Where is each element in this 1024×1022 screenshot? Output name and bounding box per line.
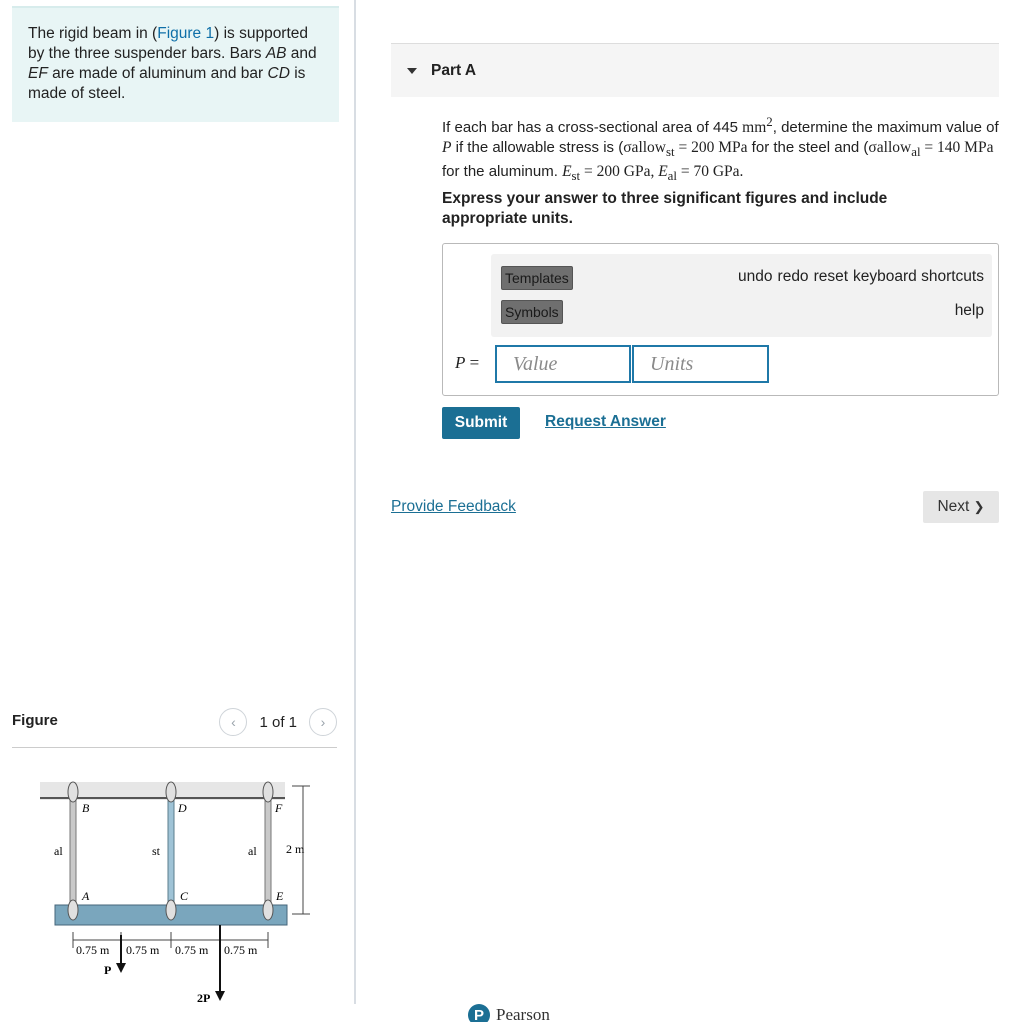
templates-button[interactable]: Templates: [501, 266, 573, 290]
material-al-left: al: [54, 844, 63, 858]
question-text-part: for the aluminum.: [442, 163, 563, 181]
aluminum-allowable: = 140 MPa: [920, 139, 994, 157]
figure-count: 1 of 1: [259, 713, 297, 731]
answer-box: [442, 243, 999, 396]
load-arrowhead-2p: [215, 991, 225, 1001]
answer-instruction: Express your answer to three significant figures and include appropriate units.: [442, 190, 888, 227]
pearson-footer: [468, 1004, 550, 1022]
pin-d: [166, 782, 176, 802]
label-f: F: [275, 801, 283, 815]
area-exponent: 2: [766, 114, 773, 129]
modulus-symbol: E: [658, 163, 668, 181]
label-c: C: [180, 889, 189, 903]
provide-feedback-link[interactable]: Provide Feedback: [391, 498, 516, 515]
question-text-part: If each bar has a cross-sectional area of 445: [442, 119, 743, 137]
symbols-button[interactable]: Symbols: [501, 300, 563, 324]
load-arrowhead-p: [116, 963, 126, 973]
intro-text: The rigid beam in (: [28, 25, 158, 42]
variable-p: P: [442, 139, 452, 157]
value-input[interactable]: Value: [495, 345, 631, 383]
reset-button[interactable]: reset: [813, 268, 849, 285]
part-label: Part A: [431, 61, 477, 79]
pin-c: [166, 900, 176, 920]
sigma-subscript: al: [911, 144, 921, 160]
toolbar-actions: [738, 268, 984, 286]
problem-statement: [12, 6, 339, 122]
pin-a: [68, 900, 78, 920]
steel-modulus: = 200 GPa,: [580, 163, 659, 181]
bar-ef: [265, 800, 271, 905]
main-panel: [358, 0, 1024, 1022]
modulus-subscript: st: [571, 168, 581, 184]
intro-text: ) is supported by the three suspender bars. Bars: [28, 25, 309, 62]
bar-label: EF: [28, 65, 48, 82]
height-label: 2 m: [286, 842, 305, 856]
material-al-right: al: [248, 844, 257, 858]
intro-text: are made of aluminum and bar: [47, 65, 268, 82]
units-input[interactable]: Units: [632, 345, 769, 383]
label-d: D: [178, 801, 187, 815]
bar-ab: [70, 800, 76, 905]
answer-variable: P: [455, 353, 466, 372]
redo-button[interactable]: redo: [777, 268, 809, 285]
chevron-left-icon: ‹: [231, 714, 236, 730]
modulus-symbol: E: [562, 163, 572, 181]
undo-button[interactable]: undo: [738, 268, 773, 285]
modulus-subscript: al: [667, 168, 677, 184]
load-label-2p: 2P: [197, 991, 211, 1005]
beam-figure: [30, 770, 325, 1010]
answer-equals: =: [465, 353, 480, 372]
figure-header: [12, 706, 337, 748]
prev-figure-button[interactable]: [219, 708, 247, 736]
sigma-allow: σallow: [868, 139, 912, 157]
sigma-allow: σallow: [623, 139, 666, 157]
material-st: st: [152, 844, 161, 858]
question-text-part: if the allowable stress is (: [451, 139, 624, 157]
next-figure-button[interactable]: [309, 708, 337, 736]
question-text-part: , determine the maximum value of: [772, 119, 999, 137]
chevron-right-icon: ›: [320, 714, 326, 730]
label-a: A: [82, 889, 90, 903]
question-text: [442, 112, 1002, 186]
next-button[interactable]: [923, 491, 999, 523]
part-a-header[interactable]: [391, 43, 999, 97]
intro-text: and: [286, 45, 317, 62]
answer-label: [455, 353, 479, 373]
pearson-brand: Pearson: [496, 1005, 550, 1022]
load-label-p: P: [104, 963, 112, 977]
aluminum-modulus: = 70 GPa.: [677, 163, 744, 181]
dim-label-2: 0.75 m: [126, 943, 160, 957]
dim-label-3: 0.75 m: [175, 943, 209, 957]
left-panel: [0, 0, 356, 1004]
math-toolbar: [491, 254, 992, 337]
question-text-part: for the steel and (: [747, 139, 869, 157]
area-unit: mm: [742, 119, 767, 137]
caret-down-icon: [407, 68, 417, 74]
intro-text: is made of steel.: [28, 65, 306, 102]
label-b: B: [82, 801, 90, 815]
pin-b: [68, 782, 78, 802]
steel-allowable: = 200 MPa: [674, 139, 748, 157]
sigma-subscript: st: [666, 144, 675, 160]
next-label: Next: [937, 498, 970, 515]
dim-label-4: 0.75 m: [224, 943, 258, 957]
pin-f: [263, 782, 273, 802]
figure-title: Figure: [12, 712, 58, 729]
figure-nav: [219, 708, 337, 736]
request-answer-link[interactable]: Request Answer: [545, 413, 666, 430]
bar-label: CD: [267, 65, 290, 82]
figure-link[interactable]: Figure 1: [157, 25, 215, 42]
keyboard-shortcuts-button[interactable]: keyboard shortcuts: [853, 268, 984, 285]
bar-label: AB: [265, 45, 287, 62]
pearson-logo: P: [468, 1004, 490, 1022]
label-e: E: [276, 889, 284, 903]
submit-button[interactable]: Submit: [442, 407, 520, 439]
dim-label-1: 0.75 m: [76, 943, 110, 957]
pin-e: [263, 900, 273, 920]
help-button[interactable]: help: [954, 302, 984, 319]
bar-cd: [168, 800, 174, 905]
chevron-right-icon: ❯: [973, 499, 985, 514]
